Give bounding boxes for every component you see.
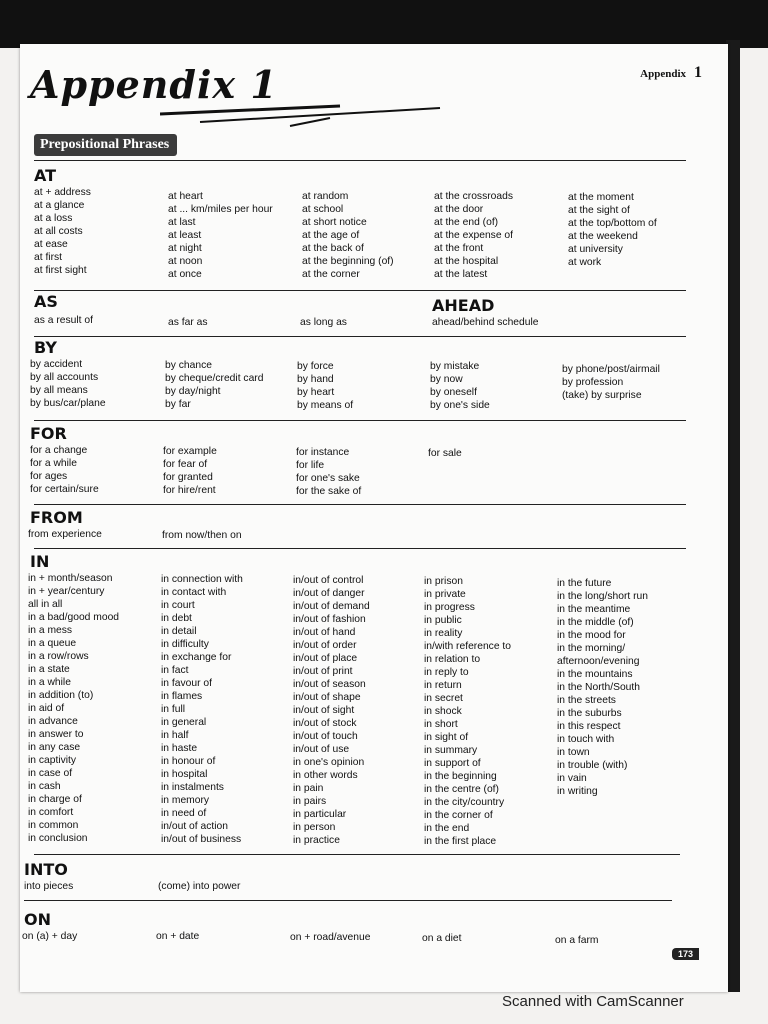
- phrase-item: in the future: [557, 578, 612, 589]
- section-heading: IN: [30, 552, 50, 571]
- page-edge: [726, 40, 740, 992]
- phrase-item: on + road/avenue: [290, 932, 371, 943]
- phrase-item: into pieces: [24, 881, 74, 892]
- scan-background-top: [0, 0, 768, 48]
- phrase-item: at night: [168, 243, 202, 254]
- column: [165, 359, 263, 411]
- divider: [34, 420, 686, 421]
- phrase-item: at ease: [34, 239, 68, 250]
- phrase-item: at the latest: [434, 269, 488, 280]
- phrase-item: in shock: [424, 706, 462, 717]
- phrase-item: in the first place: [424, 836, 497, 847]
- section-heading: BY: [34, 338, 57, 357]
- phrase-item: in/out of stock: [293, 718, 357, 729]
- column: [300, 316, 347, 329]
- phrase-item: at heart: [168, 191, 203, 202]
- section-heading: FOR: [30, 424, 67, 443]
- phrase-item: by oneself: [430, 387, 477, 398]
- phrase-item: at a loss: [34, 213, 73, 224]
- divider: [34, 854, 680, 855]
- phrase-item: in reply to: [424, 667, 469, 678]
- column: [290, 931, 370, 944]
- phrase-item: in aid of: [28, 703, 65, 714]
- phrase-item: for one's sake: [296, 473, 360, 484]
- phrase-item: in practice: [293, 835, 340, 846]
- section-heading: AT: [34, 166, 57, 185]
- column: [156, 930, 199, 943]
- phrase-item: in debt: [161, 613, 192, 624]
- column: [432, 316, 539, 329]
- phrase-item: by day/night: [165, 386, 221, 397]
- phrase-item: for ages: [30, 471, 68, 482]
- phrase-item: at short notice: [302, 217, 367, 228]
- phrase-item: in writing: [557, 786, 598, 797]
- phrase-item: at the front: [434, 243, 484, 254]
- column: [422, 932, 462, 945]
- phrase-item: in fact: [161, 665, 189, 676]
- phrase-item: on + date: [156, 931, 200, 942]
- phrase-item: at random: [302, 191, 349, 202]
- phrase-item: in the mood for: [557, 630, 626, 641]
- phrase-item: in comfort: [28, 807, 74, 818]
- phrase-item: in the streets: [557, 695, 616, 706]
- column: [34, 186, 91, 277]
- phrase-item: in/out of place: [293, 653, 358, 664]
- section-heading: INTO: [24, 860, 68, 879]
- phrase-item: at a glance: [34, 200, 85, 211]
- phrase-item: by all means: [30, 385, 88, 396]
- phrase-item: in private: [424, 589, 466, 600]
- phrase-item: in the suburbs: [557, 708, 622, 719]
- phrase-item: at first: [34, 252, 63, 263]
- phrase-item: in other words: [293, 770, 358, 781]
- phrase-item: in + month/season: [28, 573, 113, 584]
- phrase-item: at work: [568, 257, 602, 268]
- section-heading: FROM: [30, 508, 83, 527]
- phrase-item: in particular: [293, 809, 347, 820]
- phrase-item: in exchange for: [161, 652, 232, 663]
- column: [424, 575, 511, 848]
- running-header: [640, 64, 702, 82]
- phrase-item: as far as: [168, 317, 208, 328]
- phrase-item: at all costs: [34, 226, 83, 237]
- phrase-item: at the end (of): [434, 217, 499, 228]
- phrase-item: at the corner: [302, 269, 360, 280]
- phrase-item: by phone/post/airmail: [562, 364, 660, 375]
- phrase-item: for instance: [296, 447, 350, 458]
- column: [168, 190, 273, 281]
- title-underline-strokes: [160, 96, 460, 136]
- phrase-item: on a farm: [555, 935, 599, 946]
- phrase-item: at school: [302, 204, 344, 215]
- phrase-item: in summary: [424, 745, 478, 756]
- column: [22, 930, 77, 943]
- phrase-item: in conclusion: [28, 833, 88, 844]
- phrase-item: in/out of fashion: [293, 614, 366, 625]
- phrase-item: on (a) + day: [22, 931, 78, 942]
- running-head-label: Appendix: [640, 68, 686, 80]
- phrase-item: in difficulty: [161, 639, 209, 650]
- divider: [34, 504, 686, 505]
- column: [557, 577, 648, 798]
- phrase-item: in relation to: [424, 654, 481, 665]
- phrase-item: in captivity: [28, 755, 77, 766]
- column: [28, 528, 102, 541]
- phrase-item: in pairs: [293, 796, 327, 807]
- phrase-item: in the corner of: [424, 810, 493, 821]
- column: [34, 314, 93, 327]
- phrase-item: at the back of: [302, 243, 364, 254]
- phrase-item: in + year/century: [28, 586, 105, 597]
- phrase-item: by hand: [297, 374, 334, 385]
- phrase-item: in/out of use: [293, 744, 350, 755]
- phrase-item: at the crossroads: [434, 191, 513, 202]
- phrase-item: in answer to: [28, 729, 84, 740]
- phrase-item: in/with reference to: [424, 641, 511, 652]
- phrase-item: in/out of print: [293, 666, 353, 677]
- phrase-item: at + address: [34, 187, 91, 198]
- phrase-item: in/out of demand: [293, 601, 370, 612]
- column: [158, 880, 240, 893]
- phrase-item: in general: [161, 717, 207, 728]
- column: [296, 446, 361, 498]
- phrase-item: in reality: [424, 628, 463, 639]
- phrase-item: in honour of: [161, 756, 216, 767]
- divider: [34, 336, 686, 337]
- section-badge: Prepositional Phrases: [34, 134, 177, 156]
- phrase-item: in charge of: [28, 794, 82, 805]
- phrase-item: in instalments: [161, 782, 224, 793]
- phrase-item: in connection with: [161, 574, 243, 585]
- phrase-item: in touch with: [557, 734, 615, 745]
- phrase-item: in person: [293, 822, 336, 833]
- phrase-item: in common: [28, 820, 79, 831]
- column: [162, 529, 242, 542]
- document-page: [20, 44, 728, 992]
- divider: [34, 290, 686, 291]
- phrase-item: by heart: [297, 387, 335, 398]
- phrase-item: in advance: [28, 716, 78, 727]
- phrase-item: from now/then on: [162, 530, 242, 541]
- phrase-item: in the city/country: [424, 797, 505, 808]
- divider: [34, 160, 686, 161]
- phrase-item: in a bad/good mood: [28, 612, 120, 623]
- phrase-item: at ... km/miles per hour: [168, 204, 273, 215]
- phrase-item: in need of: [161, 808, 207, 819]
- phrase-item: by cheque/credit card: [165, 373, 264, 384]
- phrase-item: in addition (to): [28, 690, 94, 701]
- phrase-item: as long as: [300, 317, 347, 328]
- phrase-item: in a mess: [28, 625, 73, 636]
- phrase-item: at the expense of: [434, 230, 514, 241]
- phrase-item: in sight of: [424, 732, 469, 743]
- phrase-item: by bus/car/plane: [30, 398, 106, 409]
- phrase-item: in/out of business: [161, 834, 242, 845]
- phrase-item: for the sake of: [296, 486, 362, 497]
- column: [293, 574, 370, 847]
- phrase-item: in secret: [424, 693, 463, 704]
- column: [428, 447, 462, 460]
- column: [30, 444, 99, 496]
- phrase-item: in/out of sight: [293, 705, 355, 716]
- phrase-item: in case of: [28, 768, 73, 779]
- phrase-item: in a row/rows: [28, 651, 89, 662]
- phrase-item: in the meantime: [557, 604, 631, 615]
- phrase-item: in public: [424, 615, 462, 626]
- phrase-item: at once: [168, 269, 202, 280]
- column: [297, 360, 353, 412]
- phrase-item: afternoon/evening: [557, 656, 640, 667]
- column: [161, 573, 243, 846]
- page-number: 173: [672, 948, 699, 960]
- section-heading: AS: [34, 292, 58, 311]
- phrase-item: in progress: [424, 602, 475, 613]
- phrase-item: in the middle (of): [557, 617, 634, 628]
- column: [302, 190, 394, 281]
- phrase-item: in the morning/: [557, 643, 626, 654]
- phrase-item: at last: [168, 217, 196, 228]
- page-title: Appendix 1: [30, 62, 278, 107]
- section-heading: ON: [24, 910, 51, 929]
- phrase-item: in this respect: [557, 721, 621, 732]
- divider: [34, 548, 686, 549]
- column: [568, 191, 657, 269]
- running-head-number: 1: [694, 64, 702, 81]
- phrase-item: by all accounts: [30, 372, 99, 383]
- phrase-item: in the North/South: [557, 682, 640, 693]
- phrase-item: by mistake: [430, 361, 480, 372]
- phrase-item: by force: [297, 361, 334, 372]
- phrase-item: for life: [296, 460, 325, 471]
- phrase-item: in the mountains: [557, 669, 633, 680]
- phrase-item: in pain: [293, 783, 324, 794]
- phrase-item: ahead/behind schedule: [432, 317, 539, 328]
- column: [555, 934, 599, 947]
- phrase-item: in/out of season: [293, 679, 366, 690]
- phrase-item: at university: [568, 244, 623, 255]
- phrase-item: for granted: [163, 472, 213, 483]
- phrase-item: at the beginning (of): [302, 256, 394, 267]
- phrase-item: in detail: [161, 626, 197, 637]
- phrase-item: by means of: [297, 400, 354, 411]
- phrase-item: for a change: [30, 445, 88, 456]
- phrase-item: in/out of hand: [293, 627, 356, 638]
- column: [30, 358, 106, 410]
- phrase-item: (take) by surprise: [562, 390, 642, 401]
- phrase-item: in the centre (of): [424, 784, 499, 795]
- divider: [24, 900, 672, 901]
- phrase-item: in hospital: [161, 769, 208, 780]
- column: [24, 880, 73, 893]
- phrase-item: in flames: [161, 691, 203, 702]
- phrase-item: for example: [163, 446, 217, 457]
- phrase-item: in any case: [28, 742, 81, 753]
- phrase-item: at the hospital: [434, 256, 499, 267]
- phrase-item: for hire/rent: [163, 485, 216, 496]
- phrase-item: in town: [557, 747, 590, 758]
- phrase-item: in/out of action: [161, 821, 228, 832]
- phrase-item: at the moment: [568, 192, 634, 203]
- phrase-item: from experience: [28, 529, 102, 540]
- phrase-item: in full: [161, 704, 186, 715]
- phrase-item: in a state: [28, 664, 70, 675]
- phrase-item: at least: [168, 230, 202, 241]
- phrase-item: by far: [165, 399, 191, 410]
- section-heading: AHEAD: [432, 296, 495, 315]
- phrase-item: in the long/short run: [557, 591, 649, 602]
- phrase-item: in prison: [424, 576, 463, 587]
- phrase-item: in trouble (with): [557, 760, 628, 771]
- phrase-item: in the end: [424, 823, 470, 834]
- column: [168, 316, 208, 329]
- phrase-item: by one's side: [430, 400, 490, 411]
- phrase-item: in contact with: [161, 587, 227, 598]
- phrase-item: as a result of: [34, 315, 93, 326]
- phrase-item: on a diet: [422, 933, 462, 944]
- phrase-item: for sale: [428, 448, 462, 459]
- column: [562, 363, 660, 402]
- phrase-item: (come) into power: [158, 881, 241, 892]
- phrase-item: all in all: [28, 599, 63, 610]
- phrase-item: in favour of: [161, 678, 212, 689]
- phrase-item: in/out of touch: [293, 731, 358, 742]
- phrase-item: in cash: [28, 781, 61, 792]
- phrase-item: by now: [430, 374, 463, 385]
- phrase-item: in/out of order: [293, 640, 357, 651]
- phrase-item: in the beginning: [424, 771, 497, 782]
- phrase-item: for certain/sure: [30, 484, 99, 495]
- phrase-item: in one's opinion: [293, 757, 365, 768]
- phrase-item: by profession: [562, 377, 624, 388]
- phrase-item: in support of: [424, 758, 481, 769]
- column: [430, 360, 490, 412]
- phrase-item: in haste: [161, 743, 198, 754]
- phrase-item: by accident: [30, 359, 83, 370]
- phrase-item: at noon: [168, 256, 203, 267]
- phrase-item: in/out of control: [293, 575, 364, 586]
- phrase-item: for fear of: [163, 459, 208, 470]
- phrase-item: by chance: [165, 360, 212, 371]
- phrase-item: in a queue: [28, 638, 77, 649]
- phrase-item: in/out of danger: [293, 588, 365, 599]
- phrase-item: in vain: [557, 773, 587, 784]
- column: [434, 190, 513, 281]
- column: [163, 445, 217, 497]
- phrase-item: in memory: [161, 795, 210, 806]
- scanner-watermark: Scanned with CamScanner: [502, 993, 684, 1010]
- phrase-item: for a while: [30, 458, 77, 469]
- phrase-item: at the age of: [302, 230, 360, 241]
- phrase-item: in/out of shape: [293, 692, 361, 703]
- phrase-item: in short: [424, 719, 458, 730]
- phrase-item: at first sight: [34, 265, 87, 276]
- phrase-item: at the weekend: [568, 231, 638, 242]
- phrase-item: at the door: [434, 204, 484, 215]
- phrase-item: in half: [161, 730, 189, 741]
- phrase-item: at the top/bottom of: [568, 218, 657, 229]
- phrase-item: in a while: [28, 677, 71, 688]
- phrase-item: in return: [424, 680, 462, 691]
- column: [28, 572, 119, 845]
- phrase-item: at the sight of: [568, 205, 630, 216]
- phrase-item: in court: [161, 600, 195, 611]
